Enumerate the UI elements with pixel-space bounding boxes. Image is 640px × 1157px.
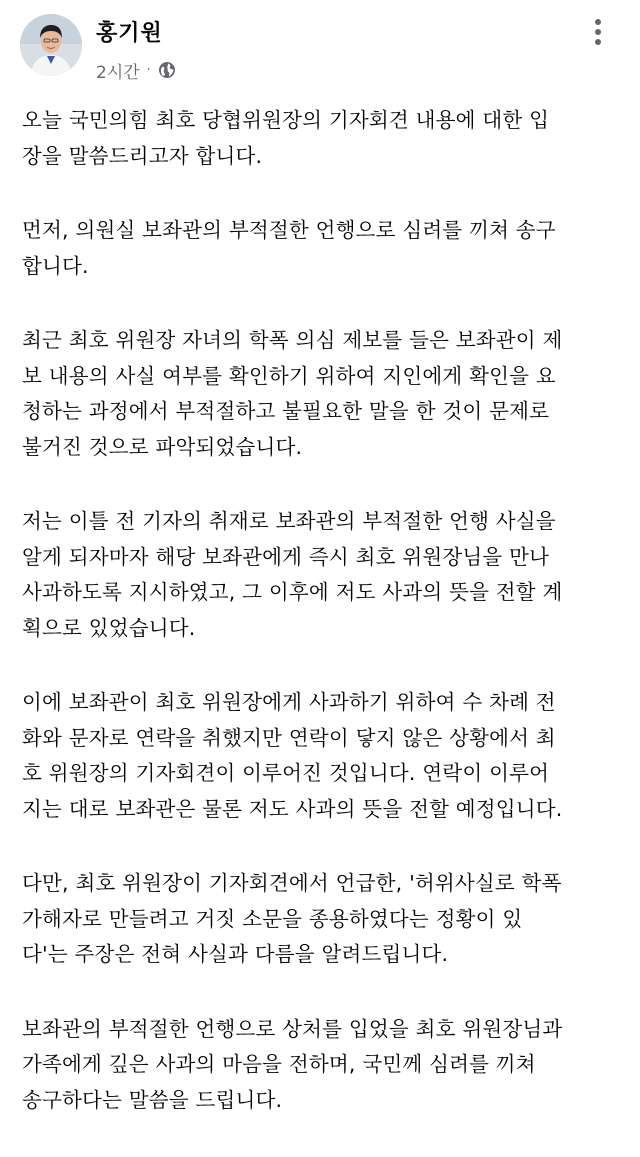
post-header — [0, 0, 640, 100]
post-time[interactable]: 2시간 — [96, 62, 140, 83]
post-body — [22, 103, 626, 1157]
post-paragraph: 이에 보좌관이 최호 위원장에게 사과하기 위하여 수 차례 전 화와 문자로 연락을 취했지만 연락이 닿지 않은 상황에서 최 호 위원장의 기자회견이 이루어진 것입니다. 연락이 이루어 지는 대로 보좌관은 물론 저도 사과의 뜻을 전할 예정입니다. — [22, 690, 563, 821]
post-meta — [96, 58, 176, 82]
post-paragraph: 저는 이틀 전 기자의 취재로 보좌관의 부적절한 언행 사실을 알게 되자마자 해당 보좌관에게 즉시 최호 위원장님을 만나 사과하도록 지시하였고, 그 이후에 저도 사과의 뜻을 전할 계 획으로 있었습니다. — [22, 509, 563, 640]
post-paragraph: 다만, 최호 위원장이 기자회견에서 언급한, '허위사실로 학폭 가해자로 만들려고 거짓 소문을 종용하였다는 정황이 있 다'는 주장은 전혀 사실과 다름을 알려드립니다. — [22, 871, 562, 966]
more-vertical-icon[interactable] — [586, 16, 610, 50]
post-paragraph: 오늘 국민의힘 최호 당협위원장의 기자회견 내용에 대한 입 장을 말씀드리고자 합니다. — [22, 108, 550, 168]
globe-icon[interactable] — [158, 61, 176, 79]
post-paragraph: 먼저, 의원실 보좌관의 부적절한 언행으로 심려를 끼쳐 송구 합니다. — [22, 218, 556, 278]
post-paragraph: 보좌관의 부적절한 언행으로 상처를 입었을 최호 위원장님과 가족에게 깊은 사과의 마음을 전하며, 국민께 심려를 끼쳐 송구하다는 말씀을 드립니다. — [22, 1016, 563, 1112]
avatar-photo — [20, 14, 82, 76]
author-name[interactable]: 홍기원 — [96, 21, 163, 46]
meta-separator: · — [146, 62, 151, 78]
author-avatar[interactable] — [20, 14, 82, 76]
post-paragraph: 최근 최호 위원장 자녀의 학폭 의심 제보를 들은 보좌관이 제 보 내용의 사실 여부를 확인하기 위하여 지인에게 확인을 요 청하는 과정에서 부적절하고 불필요한 말을 한 것이 문제로 불거진 것으로 파악되었습니다. — [22, 328, 563, 459]
